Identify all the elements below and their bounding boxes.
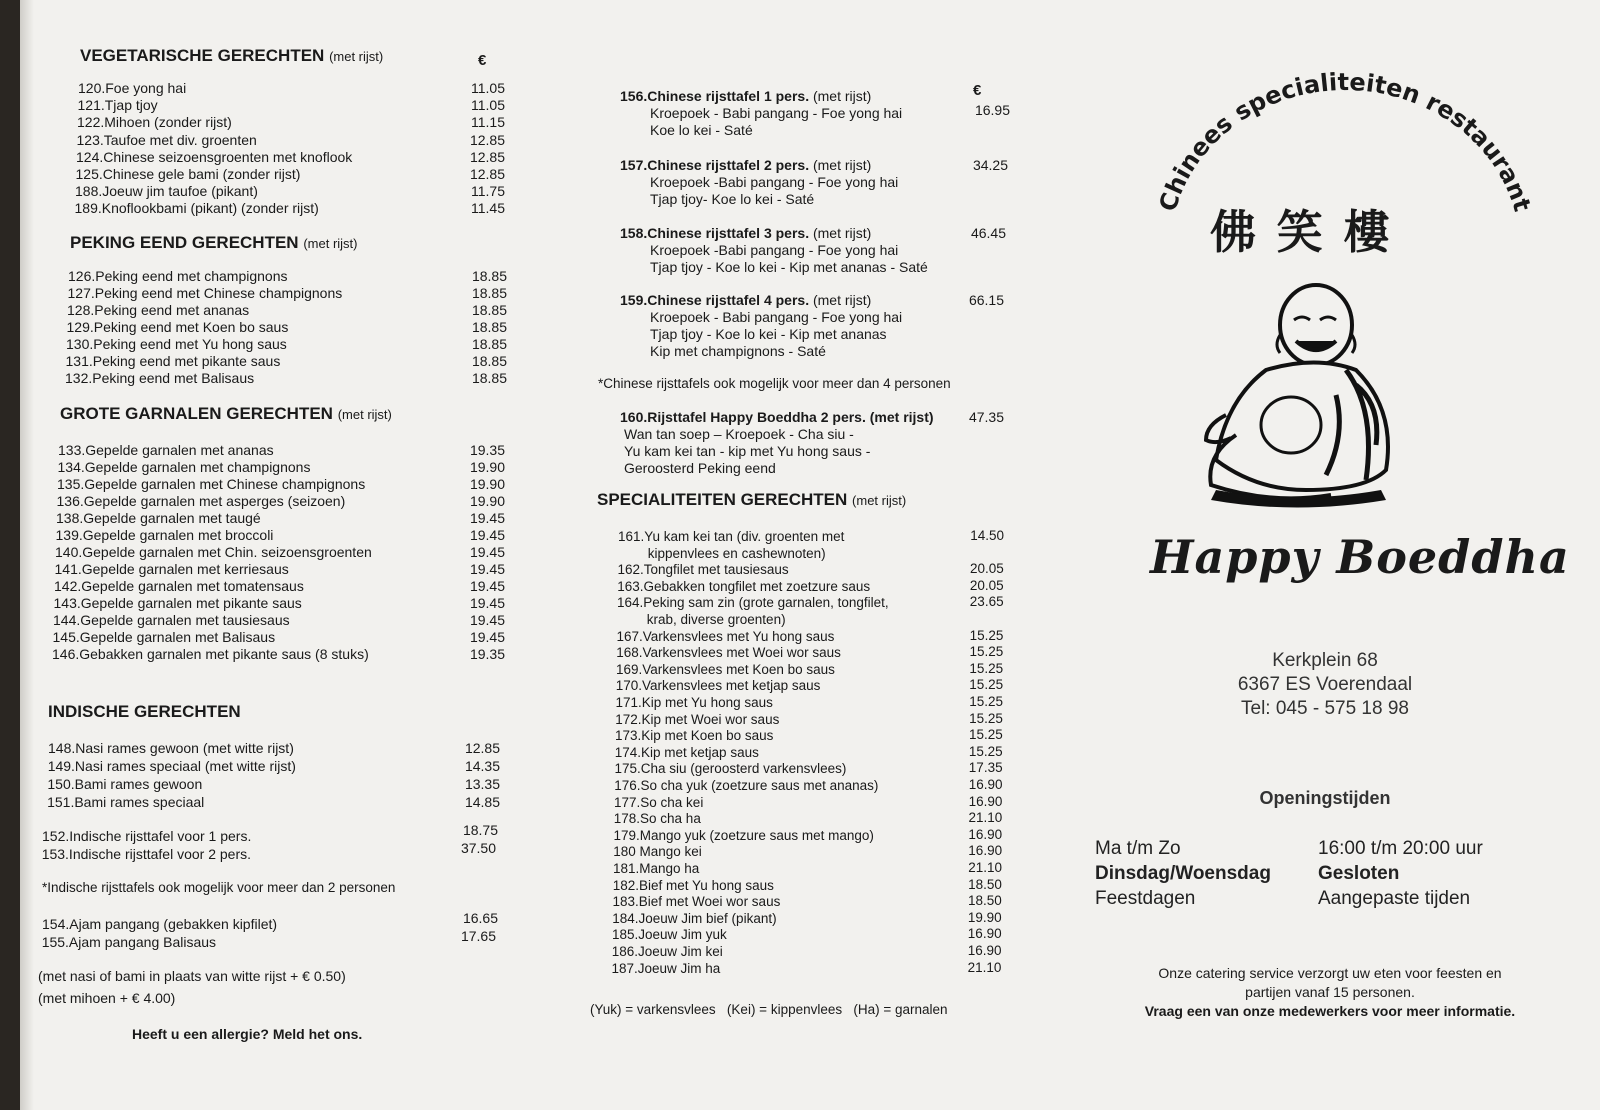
peking-note: (met rijst) [303, 236, 358, 251]
menu-item-price: 20.05 [970, 561, 1004, 577]
menu-item-price: 15.25 [969, 710, 1003, 726]
menu-item: 132.Peking eend met Balisaus [65, 370, 255, 386]
rijsttafel-combo [620, 225, 928, 276]
menu-item: 134.Gepelde garnalen met champignons [57, 459, 311, 475]
combo-line: Geroosterd Peking eend [624, 460, 776, 476]
menu-item: 122.Mihoen (zonder rijst) [77, 114, 232, 131]
indisch-rijsttafel-note: *Indische rijsttafels ook mogelijk voor meer dan 2 personen [42, 880, 396, 895]
menu-item-price: 16.90 [968, 826, 1003, 842]
menu-item-price: 16.90 [967, 926, 1002, 942]
menu-item: 187.Joeuw Jim ha [611, 960, 721, 976]
combo-line: Wan tan soep – Kroepoek - Cha siu - [624, 426, 854, 442]
menu-item-price: 17.65 [460, 928, 496, 944]
menu-item: 124.Chinese seizoensgroenten met knoflook [76, 148, 353, 165]
euro-symbol-middle: € [973, 82, 982, 99]
menu-item-price: 18.85 [471, 268, 507, 284]
indisch-title: INDISCHE GERECHTEN [48, 702, 241, 721]
menu-item-price: 18.85 [471, 285, 507, 301]
menu-item-price: 19.35 [469, 646, 505, 662]
special-title: SPECIALITEITEN GERECHTEN [597, 490, 848, 509]
menu-item: 143.Gepelde garnalen met pikante saus [53, 595, 302, 611]
combo-note: (met rijst) [809, 88, 872, 104]
combo-title: 159.Chinese rijsttafel 4 pers. [620, 292, 810, 308]
menu-item-price: 15.25 [969, 660, 1004, 676]
combo-price: 66.15 [968, 292, 1004, 308]
menu-item-price: 19.45 [469, 527, 505, 543]
address-street: Kerkplein 68 [1272, 650, 1378, 671]
menu-item: 128.Peking eend met ananas [67, 302, 250, 318]
menu-item: 129.Peking eend met Koen bo saus [66, 319, 289, 335]
menu-item-price: 18.50 [968, 876, 1002, 892]
hours-day: Dinsdag/Woensdag [1095, 863, 1271, 884]
menu-item: 153.Indische rijsttafel voor 2 pers. [41, 846, 252, 862]
combo-line: Kroepoek -Babi pangang - Foe yong hai [650, 242, 899, 258]
restaurant-name: Happy Boeddha [1150, 530, 1570, 584]
menu-item-price: 21.10 [968, 810, 1003, 826]
menu-item-price: 19.90 [469, 493, 505, 509]
menu-item: 170.Varkensvlees met ketjap saus [615, 678, 821, 694]
combo-title: 157.Chinese rijsttafel 2 pers. [620, 157, 810, 173]
boeddha-combo-box [620, 409, 934, 477]
arc-text: Chinees specialiteiten restaurant [1153, 70, 1537, 215]
menu-item-price: 11.75 [471, 183, 505, 200]
chinese-characters: 佛 笑 樓 [1210, 206, 1394, 258]
menu-item-price: 12.85 [464, 740, 500, 756]
menu-item-price: 19.45 [469, 510, 505, 526]
special-heading [597, 490, 906, 510]
menu-item-price: 18.50 [968, 893, 1002, 909]
combo-line: Tjap tjoy - Koe lo kei - Kip met ananas [650, 326, 887, 342]
menu-item: krab, diverse groenten) [646, 612, 786, 627]
abbreviation-legend: (Yuk) = varkensvlees (Kei) = kippenvlees (Ha) = garnalen [590, 1002, 948, 1017]
garnalen-heading [60, 404, 392, 424]
garnalen-title: GROTE GARNALEN GERECHTEN [60, 404, 333, 423]
menu-item: 178.So cha ha [613, 811, 701, 827]
menu-item: 179.Mango yuk (zoetzure saus met mango) [613, 827, 874, 843]
menu-item-price: 37.50 [460, 840, 496, 856]
menu-item-price: 18.85 [471, 353, 507, 369]
hours-time: Aangepaste tijden [1318, 888, 1471, 909]
menu-item-price: 19.35 [469, 442, 505, 458]
menu-item: 145.Gepelde garnalen met Balisaus [52, 629, 276, 645]
menu-item: 173.Kip met Koen bo saus [615, 728, 774, 744]
menu-item: 168.Varkensvlees met Woei wor saus [616, 645, 841, 661]
opening-hours-title: Openingstijden [1259, 788, 1391, 808]
menu-item-price: 11.45 [471, 200, 505, 217]
menu-item-price: 19.90 [469, 476, 505, 492]
menu-item: 169.Varkensvlees met Koen bo saus [616, 661, 835, 677]
indisch-heading [48, 702, 241, 722]
garnalen-note: (met rijst) [337, 407, 392, 422]
menu-item-price: 19.45 [469, 629, 505, 645]
menu-item: 172.Kip met Woei wor saus [615, 711, 780, 727]
menu-item: 138.Gepelde garnalen met taugé [56, 510, 261, 526]
menu-item-price: 17.35 [968, 760, 1003, 776]
vegetarian-title: VEGETARISCHE GERECHTEN [80, 46, 325, 65]
menu-item-price: 19.90 [967, 909, 1002, 925]
menu-item-price: 19.90 [469, 459, 505, 475]
menu-item: 127.Peking eend met Chinese champignons [67, 285, 343, 301]
menu-item: 177.So cha kei [614, 794, 704, 810]
combo-price: 46.45 [970, 225, 1006, 241]
menu-item: 184.Joeuw Jim bief (pikant) [612, 910, 777, 926]
menu-item-price: 15.25 [969, 627, 1004, 643]
menu-item: 125.Chinese gele bami (zonder rijst) [75, 166, 301, 182]
buddha-illustration [1196, 275, 1406, 510]
menu-item: 150.Bami rames gewoon [47, 776, 203, 792]
combo-note: (met rijst) [809, 292, 872, 308]
menu-item: 161.Yu kam kei tan (div. groenten met [618, 529, 845, 544]
combo-note: (met rijst) [809, 157, 872, 173]
menu-item-price: 16.90 [968, 777, 1003, 792]
catering-line-1: Onze catering service verzorgt uw eten voor feesten en [1158, 965, 1502, 981]
menu-item-price: 16.65 [462, 910, 498, 926]
menu-item-price: 18.75 [462, 822, 498, 838]
menu-item-price: 19.45 [469, 578, 505, 594]
menu-item: 183.Bief met Woei wor saus [612, 894, 781, 910]
menu-item-price: 13.35 [464, 776, 500, 792]
hours-time: 16:00 t/m 20:00 uur [1318, 838, 1483, 859]
euro-symbol-left: € [478, 52, 487, 69]
combo-price: 47.35 [968, 409, 1004, 425]
combo-line: Kip met champignons - Saté [650, 343, 826, 359]
combo-title: 158.Chinese rijsttafel 3 pers. [620, 225, 810, 241]
menu-item: 136.Gepelde garnalen met asperges (seizoen) [56, 493, 346, 509]
combo-price: 34.25 [972, 157, 1008, 173]
menu-item: 131.Peking eend met pikante saus [65, 353, 281, 369]
menu-item: 130.Peking eend met Yu hong saus [66, 336, 287, 352]
hours-day: Feestdagen [1095, 888, 1196, 909]
menu-item-price: 15.25 [968, 743, 1003, 759]
menu-item-price: 15.25 [969, 694, 1003, 709]
vegetarian-heading [80, 46, 383, 66]
menu-item-price: 12.85 [469, 148, 505, 165]
menu-item-price: 18.85 [471, 302, 507, 318]
menu-item: 155.Ajam pangang Balisaus [41, 934, 217, 950]
combo-title: 160.Rijsttafel Happy Boeddha 2 pers. (met rijst) [620, 409, 934, 425]
menu-item-price: 18.85 [471, 336, 507, 352]
menu-item: 146.Gebakken garnalen met pikante saus (8 stuks) [52, 646, 369, 662]
menu-item: 182.Bief met Yu hong saus [612, 877, 774, 893]
menu-item-price: 14.35 [464, 758, 500, 774]
menu-item-price: 19.45 [469, 595, 505, 611]
peking-heading [70, 233, 358, 253]
combo-line: Tjap tjoy- Koe lo kei - Saté [650, 191, 815, 207]
menu-item: 171.Kip met Yu hong saus [615, 695, 773, 710]
combo-line: Kroepoek -Babi pangang - Foe yong hai [650, 174, 899, 190]
menu-item: 141.Gepelde garnalen met kerriesaus [54, 561, 289, 577]
menu-item-price: 14.85 [464, 794, 500, 810]
menu-item: 174.Kip met ketjap saus [614, 744, 759, 760]
menu-item-price: 16.90 [968, 793, 1003, 809]
special-note: (met rijst) [852, 493, 907, 508]
menu-item: 148.Nasi rames gewoon (met witte rijst) [48, 740, 294, 756]
page-edge-shadow [20, 0, 34, 1110]
menu-item: 176.So cha yuk (zoetzure saus met ananas) [614, 778, 879, 793]
catering-line-3: Vraag een van onze medewerkers voor meer informatie. [1144, 1003, 1516, 1019]
menu-item-price: 21.10 [968, 860, 1002, 875]
menu-item-price: 11.05 [471, 80, 505, 96]
menu-item: 120.Foe yong hai [78, 80, 187, 96]
combo-line: Tjap tjoy - Koe lo kei - Kip met ananas - Saté [650, 259, 928, 275]
menu-item: kippenvlees en cashewnoten) [647, 545, 826, 561]
menu-item: 149.Nasi rames speciaal (met witte rijst) [47, 758, 296, 774]
menu-item: 135.Gepelde garnalen met Chinese champignons [57, 476, 366, 492]
menu-item: 123.Taufoe met div. groenten [76, 131, 257, 148]
menu-item-price: 11.15 [471, 114, 505, 131]
menu-item-price: 11.05 [471, 97, 505, 114]
combo-price: 16.95 [974, 102, 1010, 118]
menu-item: 121.Tjap tjoy [77, 97, 158, 114]
combo-line: Kroepoek - Babi pangang - Foe yong hai [650, 309, 903, 325]
menu-item: 163.Gebakken tongfilet met zoetzure saus [617, 578, 871, 594]
combo-note: (met rijst) [809, 225, 872, 241]
menu-item: 175.Cha siu (geroosterd varkensvlees) [614, 761, 847, 777]
menu-item-price: 15.25 [969, 727, 1003, 743]
menu-item-price: 14.50 [970, 528, 1004, 543]
combo-title: 156.Chinese rijsttafel 1 pers. [620, 88, 810, 104]
menu-item: 139.Gepelde garnalen met broccoli [55, 527, 274, 543]
phone-number: Tel: 045 - 575 18 98 [1241, 698, 1409, 719]
menu-item-price: 15.25 [969, 644, 1004, 660]
menu-item-price: 23.65 [969, 594, 1004, 610]
menu-item: 140.Gepelde garnalen met Chin. seizoensgroenten [55, 544, 372, 560]
menu-item-price: 12.85 [469, 131, 505, 148]
menu-sheet [20, 0, 1600, 1110]
combo-line: Koe lo kei - Saté [650, 122, 753, 138]
menu-item-price: 19.45 [469, 544, 505, 560]
menu-item-price: 18.85 [471, 370, 507, 386]
menu-item-price: 16.90 [968, 843, 1003, 859]
address-city: 6367 ES Voerendaal [1237, 674, 1413, 695]
combo-line: Kroepoek - Babi pangang - Foe yong hai [650, 105, 903, 121]
menu-item: 180 Mango kei [613, 844, 702, 860]
mihoen-surcharge: (met mihoen + € 4.00) [38, 990, 176, 1006]
peking-title: PEKING EEND GERECHTEN [70, 233, 299, 252]
menu-item-price: 20.05 [969, 577, 1004, 593]
rijsttafel-combo [620, 292, 902, 360]
menu-item: 185.Joeuw Jim yuk [612, 927, 727, 943]
menu-item-price: 19.45 [469, 612, 505, 628]
vegetarian-note: (met rijst) [329, 49, 384, 64]
menu-item-price: 19.45 [469, 561, 505, 577]
menu-item: 188.Joeuw jim taufoe (pikant) [75, 183, 258, 200]
catering-line-2: partijen vanaf 15 personen. [1245, 984, 1415, 1000]
hours-time: Gesloten [1318, 863, 1400, 884]
menu-item: 189.Knoflookbami (pikant) (zonder rijst) [74, 200, 319, 217]
menu-item: 144.Gepelde garnalen met tausiesaus [53, 612, 290, 628]
menu-item-price: 21.10 [967, 959, 1002, 975]
rijsttafel-combo [620, 88, 902, 139]
menu-item: 162.Tongfilet met tausiesaus [617, 562, 789, 578]
menu-item: 181.Mango ha [613, 861, 700, 876]
menu-item: 167.Varkensvlees met Yu hong saus [616, 628, 835, 644]
menu-item: 186.Joeuw Jim kei [611, 944, 723, 959]
menu-item: 164.Peking sam zin (grote garnalen, tongfilet, [617, 595, 889, 611]
menu-item-price: 16.90 [967, 943, 1002, 958]
menu-item-price: 18.85 [471, 319, 507, 335]
menu-item: 152.Indische rijsttafel voor 1 pers. [42, 828, 252, 844]
menu-item: 151.Bami rames speciaal [47, 794, 205, 810]
menu-item: 154.Ajam pangang (gebakken kipfilet) [42, 916, 278, 932]
menu-item-price: 12.85 [469, 166, 505, 182]
menu-item: 142.Gepelde garnalen met tomatensaus [54, 578, 304, 594]
rijsttafel-combo [620, 157, 898, 208]
menu-item-price: 15.25 [969, 677, 1004, 693]
hours-day: Ma t/m Zo [1095, 838, 1181, 859]
combo-line: Yu kam kei tan - kip met Yu hong saus - [624, 443, 871, 459]
menu-item: 126.Peking eend met champignons [68, 268, 288, 284]
menu-item: 133.Gepelde garnalen met ananas [58, 442, 274, 458]
nasi-bami-surcharge: (met nasi of bami in plaats van witte rijst + € 0.50) [38, 968, 346, 984]
allergy-notice: Heeft u een allergie? Meld het ons. [132, 1026, 363, 1042]
chinese-rijsttafel-note: *Chinese rijsttafels ook mogelijk voor meer dan 4 personen [598, 376, 951, 391]
